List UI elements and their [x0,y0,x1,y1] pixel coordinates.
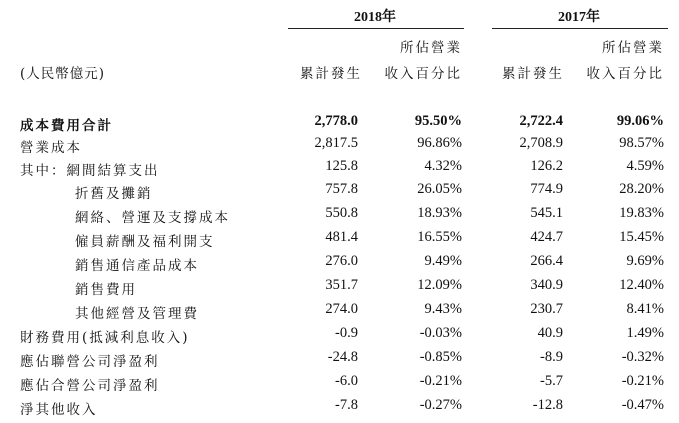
cell-2017-pct: -0.47% [621,397,664,413]
row-label: 淨其他收入 [20,402,98,418]
row-label: 應佔聯營公司淨盈利 [20,354,160,370]
cell-2018-pct: 26.05% [417,181,462,197]
cell-2018-pct: 9.43% [424,301,462,317]
row-label: 應佔合營公司淨盈利 [20,378,160,394]
cell-2018-pct: 9.49% [424,253,462,269]
cell-2017-amount: -5.7 [540,373,563,389]
cell-2018-amount: 351.7 [325,277,358,293]
year-rule-2017 [492,28,668,29]
cell-2018-pct: 96.86% [417,135,462,151]
year-header-2017: 2017年 [558,10,600,25]
cell-2018-pct: -0.03% [419,325,462,341]
cell-2018-amount: 125.8 [325,158,358,174]
cell-2017-pct: 99.06% [616,113,664,129]
cell-2018-amount: -0.9 [335,325,358,341]
row-label: 成本費用合計 [20,118,113,134]
cell-2018-amount: 2,778.0 [314,113,358,129]
cell-2017-pct: 28.20% [619,181,664,197]
cell-2017-pct: -0.32% [621,349,664,365]
cell-2017-amount: 545.1 [530,205,563,221]
cell-2018-pct: 18.93% [417,205,462,221]
cell-2017-pct: 98.57% [619,135,664,151]
cell-2018-amount: -6.0 [335,373,358,389]
cell-2017-pct: 15.45% [619,229,664,245]
year-header-2018: 2018年 [354,10,396,25]
cell-2017-pct: 1.49% [626,325,664,341]
row-label: 其他經營及管理費 [75,306,199,322]
cell-2018-amount: -24.8 [327,349,358,365]
cell-2018-pct: -0.21% [419,373,462,389]
row-label: 銷售費用 [75,282,137,298]
cell-2018-pct: 12.09% [417,277,462,293]
cell-2017-amount: -12.8 [532,397,563,413]
cell-2018-pct: 4.32% [424,158,462,174]
cell-2018-amount: 550.8 [325,205,358,221]
row-label: 折舊及攤銷 [75,186,153,202]
cell-2017-amount: 774.9 [530,181,563,197]
cell-2017-pct: -0.21% [621,373,664,389]
cell-2018-pct: 95.50% [414,113,462,129]
col-header-2018-pct-line1: 所佔營業 [400,40,462,56]
cell-2018-amount: -7.8 [335,397,358,413]
cell-2017-amount: 340.9 [530,277,563,293]
cell-2018-amount: 757.8 [325,181,358,197]
cell-2018-amount: 481.4 [325,229,358,245]
row-label: 僱員薪酬及福利開支 [75,234,215,250]
cell-2017-amount: 2,722.4 [519,113,563,129]
cell-2017-amount: 40.9 [537,325,563,341]
row-label: 其中：網間結算支出 [20,163,160,179]
cell-2017-pct: 19.83% [619,205,664,221]
cell-2017-amount: 424.7 [530,229,563,245]
cell-2017-amount: 2,708.9 [519,135,563,151]
cell-2017-amount: -8.9 [540,349,563,365]
cell-2017-pct: 9.69% [626,253,664,269]
cell-2017-amount: 126.2 [530,158,563,174]
col-header-2018-amount: 累計發生 [300,66,362,82]
cell-2018-pct: -0.27% [419,397,462,413]
row-label: 財務費用(抵減利息收入) [20,330,190,346]
col-header-2017-amount: 累計發生 [502,66,564,82]
year-rule-2018 [288,28,464,29]
cell-2018-pct: 16.55% [417,229,462,245]
row-label: 營業成本 [20,140,82,156]
col-header-2018-pct-line2: 收入百分比 [384,66,462,82]
cell-2018-amount: 2,817.5 [314,135,358,151]
cell-2018-pct: -0.85% [419,349,462,365]
cell-2017-pct: 4.59% [626,158,664,174]
cell-2017-amount: 230.7 [530,301,563,317]
cell-2017-amount: 266.4 [530,253,563,269]
cell-2017-pct: 12.40% [619,277,664,293]
cell-2017-pct: 8.41% [626,301,664,317]
row-label: 網絡、營運及支撐成本 [75,210,230,226]
cell-2018-amount: 276.0 [325,253,358,269]
unit-label: (人民幣億元) [20,66,106,82]
row-label: 銷售通信產品成本 [75,258,199,274]
col-header-2017-pct-line1: 所佔營業 [602,40,664,56]
col-header-2017-pct-line2: 收入百分比 [586,66,664,82]
cell-2018-amount: 274.0 [325,301,358,317]
